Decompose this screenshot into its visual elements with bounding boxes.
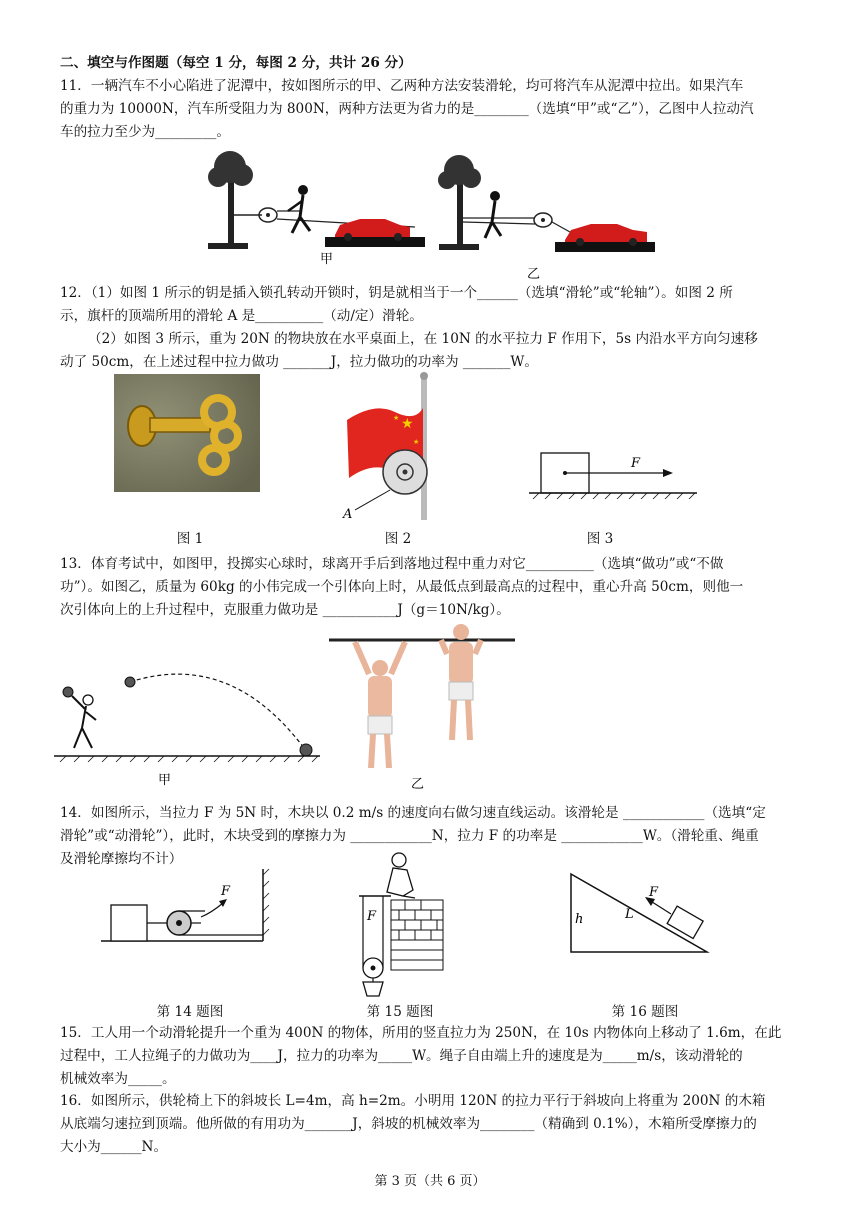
figure-1-key: [114, 374, 260, 492]
caption-fig-2: 图 2: [384, 531, 412, 547]
person-hanging-icon: [355, 642, 405, 768]
fig2-label-a: A: [343, 507, 353, 522]
svg-text:★: ★: [413, 438, 420, 446]
figure-2-flagpole: [335, 372, 465, 522]
q12-line-4: 动了 50cm，在上述过程中拉力做功 _______J，拉力做功的功率为 _______W。: [60, 354, 538, 370]
figure-3-block: [525, 445, 705, 505]
q11-figure-b: [435, 150, 665, 280]
figure-16-incline: [565, 868, 715, 958]
page-footer: 第 3 页（共 6 页）: [374, 1174, 486, 1189]
q11-figure-a: [200, 145, 430, 265]
q11-line-1: 11．一辆汽车不小心陷进了泥潭中，按如图所示的甲、乙两种方法安装滑轮，均可将汽车从泥潭中拉出。如果汽车: [60, 78, 744, 94]
q11-line-3: 车的拉力至少为_________。: [60, 124, 230, 140]
q13-label-b: 乙: [411, 777, 425, 792]
q13-label-a: 甲: [158, 773, 172, 788]
q13-line-1: 13．体育考试中，如图甲，投掷实心球时，球离开手后到落地过程中重力对它__________（选填“做功”或“不做: [60, 556, 724, 572]
pulley-icon: [363, 958, 383, 978]
worker-icon: [387, 853, 415, 898]
svg-text:★: ★: [393, 414, 400, 422]
fig14-label-f: F: [221, 884, 231, 899]
q12-line-3: （2）如图 3 所示，重为 20N 的物块放在水平桌面上，在 10N 的水平拉力 F 作用下，5s 内沿水平方向匀速移: [88, 331, 758, 347]
brick-wall-icon: [391, 900, 443, 970]
q11-line-2: 的重力为 10000N，汽车所受阻力为 800N，两种方法更为省力的是________（选填“甲”或“乙”），乙图中人拉动汽: [60, 101, 754, 117]
person-pulling-icon: [485, 191, 501, 238]
caption-fig-16: 第 16 题图: [611, 1004, 679, 1020]
q13-line-3: 次引体向上的上升过程中，克服重力做功是 ___________J（g＝10N/kg）。: [60, 602, 510, 618]
fig3-label-f: F: [631, 456, 641, 471]
q13-line-2: 功”）。如图乙，质量为 60kg 的小伟完成一个引体向上时，从最低点到最高点的过程中，重心升高 50cm，则他一: [60, 579, 744, 595]
q13-figure-b: [325, 618, 525, 798]
q16-line-1: 16．如图所示，供轮椅上下的斜坡长 L=4m，高 h=2m。小明用 120N 的拉力平行于斜坡向上将重为 200N 的木箱: [60, 1093, 766, 1109]
figure-15: [355, 848, 455, 1003]
q13-figure-a: [50, 660, 330, 790]
q12-line-1: 12．（1）如图 1 所示的钥是插入锁孔转动开锁时，钥是就相当于一个______（选填“滑轮”或“轮轴”）。如图 2 所: [60, 285, 733, 301]
caption-fig-3: 图 3: [586, 531, 614, 547]
fig16-label-l: L: [625, 907, 634, 922]
q14-line-2: 滑轮”或“动滑轮”），此时，木块受到的摩擦力为 ____________N，拉力 F 的功率是 ____________W。（滑轮重、绳重: [60, 828, 759, 844]
caption-fig-14: 第 14 题图: [156, 1004, 224, 1020]
q15-line-2: 过程中，工人拉绳子的力做功为____J，拉力的功率为_____W。绳子自由端上升的速度是为_____m/s，该动滑轮的: [60, 1048, 743, 1064]
q16-line-3: 大小为______N。: [60, 1139, 168, 1155]
section-heading: 二、填空与作图题（每空 1 分，每图 2 分，共计 26 分）: [60, 55, 412, 71]
svg-text:★: ★: [401, 416, 414, 432]
fig15-label-f: F: [367, 909, 377, 924]
q11-label-a: 甲: [320, 252, 334, 265]
q15-line-1: 15．工人用一个动滑轮提升一个重为 400N 的物体，所用的竖直拉力为 250N，在 10s 内物体向上移动了 1.6m，在此: [60, 1025, 782, 1041]
figure-14: [95, 865, 275, 950]
caption-fig-1: 图 1: [176, 531, 204, 547]
pulley-icon: [383, 450, 427, 494]
pulley-icon: [167, 911, 191, 935]
q12-line-2: 示，旗杆的顶端所用的滑轮 A 是__________（动/定）滑轮。: [60, 308, 423, 324]
fig16-label-f: F: [649, 885, 659, 900]
pulley-icon: [534, 213, 552, 227]
q14-line-3: 及滑轮摩擦均不计）: [60, 851, 183, 867]
q16-line-2: 从底端匀速拉到顶端。他所做的有用功为_______J，斜坡的机械效率为________（精确到 0.1%），木箱所受摩擦力的: [60, 1116, 757, 1132]
caption-fig-15: 第 15 题图: [366, 1004, 434, 1020]
athlete-icon: [72, 695, 96, 748]
q14-line-1: 14．如图所示，当拉力 F 为 5N 时，木块以 0.2 m/s 的速度向右做匀速直线运动。该滑轮是 ____________（选填“定: [60, 805, 766, 821]
q11-label-b: 乙: [527, 267, 541, 280]
fig16-label-h: h: [575, 912, 584, 927]
tree-icon: [208, 151, 253, 245]
person-pulling-icon: [288, 185, 310, 233]
q15-line-3: 机械效率为_____。: [60, 1071, 176, 1087]
tree-icon: [438, 155, 481, 246]
